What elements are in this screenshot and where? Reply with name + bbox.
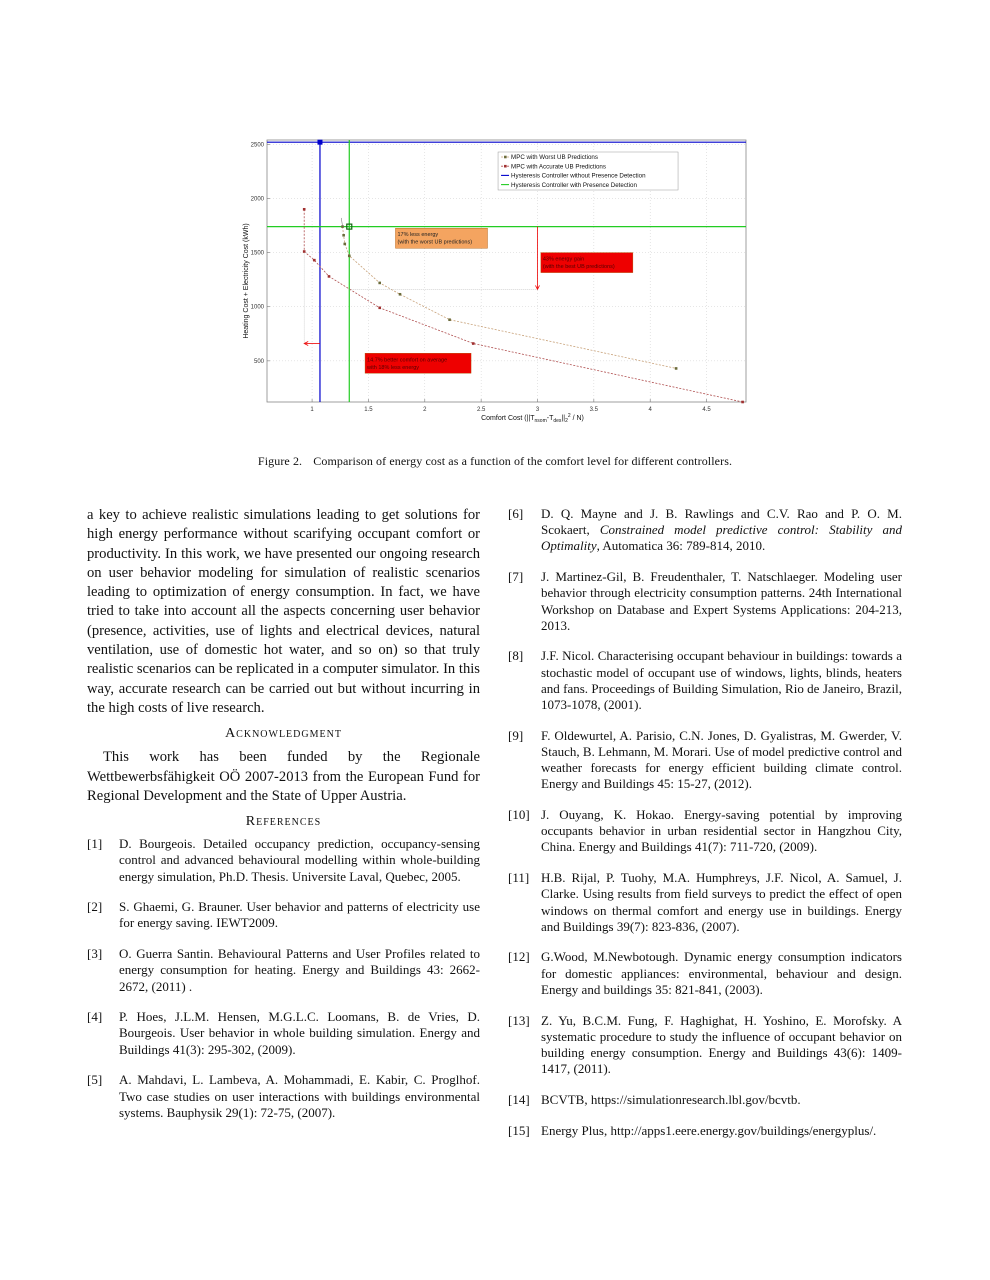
figure-caption-label: Figure 2.: [257, 454, 303, 468]
annotation-better-comfort-text: with 18% less energy: [367, 364, 420, 371]
legend-marker: [504, 165, 507, 168]
x-tick-label: 3: [535, 407, 540, 413]
reference-text-part: , Automatica 36: 789-814, 2010.: [596, 538, 766, 554]
conclusion-paragraph: a key to achieve realistic simulations leading to get solutions for high energy performance without scarifying occupant comfort or productivity. In this work, we have presented our ongoing research on user behavior modeling for simulation of realistic scenarios leading to optimization of energy consumption. In fact, we have tried to take into account all the aspects concerning user behavior (presence, activities, use of lights and electrical devices, natural ventilation, use of domestic hot water, and so on) so that truly realistic scenarios can be replicated in a computer simulator. In this way, accurate research can be carried out but without incurring in the high costs of live research.: [87, 507, 480, 716]
reference-number: [5]: [87, 1072, 103, 1088]
reference-item: [87, 946, 480, 995]
reference-item: [87, 836, 480, 885]
reference-item: [87, 1009, 480, 1058]
reference-item: [508, 569, 902, 634]
y-tick-label: 500: [253, 358, 264, 365]
reference-item: [508, 506, 902, 555]
reference-text: H.B. Rijal, P. Tuohy, M.A. Humphreys, J.F. Nicol, A. Samuel, J. Clarke. Using results from field surveys to predict the effect of open windows on thermal comfort and energy use in buildings. Energy and Buildings 39(7): 823-836, (2007).: [541, 870, 902, 934]
mpc-worst-point: [378, 282, 381, 285]
mpc-accurate-point: [741, 401, 744, 404]
annotation-less-energy-text: 17% less energy: [397, 232, 439, 239]
annotation-less-energy-text: (with the worst UB predictions): [397, 239, 473, 246]
reference-item: [508, 949, 902, 998]
x-tick-label: 4.5: [702, 407, 711, 413]
references-heading: References: [245, 814, 322, 830]
x-axis-label: [481, 413, 584, 424]
mpc-accurate-point: [313, 259, 316, 262]
x-tick-label: 2.5: [476, 407, 486, 413]
reference-number: [15]: [508, 1122, 530, 1138]
annotation-energy-gain-text: (with the best UB predictions): [542, 264, 615, 271]
reference-text: Energy Plus, http://apps1.eere.energy.gov/buildings/energyplus/.: [541, 1122, 877, 1138]
reference-item: [508, 648, 902, 713]
mpc-worst-point: [675, 367, 678, 370]
reference-number: [2]: [87, 899, 103, 915]
reference-number: [13]: [508, 1012, 530, 1028]
reference-text: F. Oldewurtel, A. Parisio, C.N. Jones, D. Gyalistras, M. Gwerder, V. Stauch, B. Lehmann, M. Morari. Use of model predictive control and weather forecasts for energy efficient building climate control. Energy and Buildings 45: 15-27, (2012).: [541, 727, 902, 792]
x-tick-label: 1.5: [364, 407, 373, 413]
reference-text: [541, 506, 902, 555]
x-tick-label: 1: [310, 407, 314, 413]
annotation-energy-gain-text: 43% energy gain: [542, 256, 585, 263]
y-tick-label: 2500: [250, 142, 264, 149]
comfort-energy-chart: [238, 136, 750, 432]
x-tick-label: 4: [648, 407, 652, 413]
acknowledgment-heading: Acknowledgment: [225, 726, 342, 742]
reference-number: [10]: [508, 807, 530, 823]
reference-item: [508, 728, 902, 793]
x-axis-label-part: 2: [565, 418, 568, 424]
mpc-accurate-point: [303, 250, 306, 253]
mpc-worst-point: [343, 243, 346, 246]
reference-number: [4]: [87, 1009, 103, 1025]
x-tick-label: 2: [423, 407, 427, 413]
x-tick-label: 3.5: [589, 407, 599, 413]
reference-number: [7]: [508, 569, 524, 585]
reference-item: [508, 1013, 902, 1078]
reference-number: [9]: [508, 727, 524, 743]
x-axis-label-part: / N): [570, 415, 584, 422]
reference-item: [87, 1072, 480, 1121]
x-axis-label-part: -T: [546, 415, 554, 422]
reference-number: [14]: [508, 1091, 530, 1107]
reference-title-italic: Constrained model predictive control: Stability and Optimality: [541, 522, 902, 554]
mpc-worst-point: [448, 318, 451, 321]
x-axis-label-part: ||: [561, 415, 566, 422]
reference-text: P. Hoes, J.L.M. Hensen, M.G.L.C. Loomans, B. de Vries, D. Bourgeois. User behavior in whole building simulation. Energy and Buildings 41(3): 295-302, (2009).: [119, 1009, 480, 1057]
reference-text: J. Ouyang, K. Hokao. Energy-saving potential by improving occupants behavior in urban residential sector in Hangzhou City, China. Energy and Buildings 41(7): 711-720, (2009).: [541, 807, 902, 855]
x-axis-label-part: nsom: [534, 418, 547, 424]
reference-item: [508, 1092, 902, 1108]
reference-item: [508, 870, 902, 935]
legend-label: MPC with Worst UB Predictions: [511, 154, 598, 162]
y-axis-label: Heating Cost + Electricity Cost (kWh): [243, 223, 250, 339]
y-tick-label: 2000: [250, 196, 264, 203]
reference-number: [8]: [508, 648, 524, 664]
reference-text: J. Martinez-Gil, B. Freudenthaler, T. Natschlaeger. Modeling user behavior through electricity consumption patterns. 24th International Workshop on Database and Expert Systems Applications: 204-213, 2013.: [541, 569, 902, 633]
reference-text: G.Wood, M.Newbotough. Dynamic energy consumption indicators for domestic appliances: environmental, behaviour and design. Energy and buildings 35: 821-841, (2003).: [541, 949, 902, 997]
mpc-accurate-point: [303, 208, 306, 211]
reference-item: [87, 899, 480, 931]
x-axis-label-part: Comfort Cost (||T: [481, 415, 535, 422]
y-tick-label: 1500: [250, 250, 264, 257]
mpc-accurate-point: [472, 342, 475, 345]
annotation-better-comfort-text: 14.7% better comfort on average: [367, 357, 448, 364]
mpc-accurate-point: [328, 275, 331, 278]
figure-2: [238, 136, 750, 432]
figure-caption: [120, 454, 870, 469]
reference-text: BCVTB, https://simulationresearch.lbl.gov/bcvtb.: [541, 1091, 801, 1107]
reference-number: [6]: [508, 506, 524, 521]
reference-item: [508, 807, 902, 856]
reference-text: O. Guerra Santin. Behavioural Patterns and User Profiles related to energy consumption for heating. Energy and Buildings 43: 2662-2672, (2011) .: [119, 946, 480, 994]
reference-text-part: D. Q. Mayne and J. B. Rawlings and C.V. Rao and P. O. M. Scokaert,: [541, 506, 902, 538]
mpc-worst-point: [342, 234, 345, 237]
mpc-accurate-point: [378, 307, 381, 310]
legend-label: Hysteresis Controller without Presence Detection: [511, 172, 646, 180]
y-tick-label: 1000: [250, 304, 264, 311]
reference-text: J.F. Nicol. Characterising occupant behaviour in buildings: towards a stochastic model of occupant use of windows, lights, blinds, heaters and fans. Proceedings of Building Simulation, Rio de Janeiro, Brazil, 1073-1078, (2001).: [541, 648, 902, 713]
reference-text: S. Ghaemi, G. Brauner. User behavior and patterns of electricity use for energy saving. IEWT2009.: [119, 899, 480, 931]
mpc-worst-point: [348, 255, 351, 258]
reference-text: D. Bourgeois. Detailed occupancy prediction, occupancy-sensing control and advanced behavioural modelling within whole-building energy simulation, Ph.D. Thesis. Universite Laval, Quebec, 2005.: [119, 836, 480, 884]
left-column: [87, 506, 480, 1136]
reference-number: [3]: [87, 946, 103, 962]
reference-item: [508, 1123, 902, 1139]
reference-number: [12]: [508, 949, 530, 965]
reference-text: Z. Yu, B.C.M. Fung, F. Haghighat, H. Yoshino, E. Morofsky. A systematic procedure to study the influence of occupant behavior on building energy consumption. Energy and Buildings 43(6): 1409-1417, (2011).: [541, 1012, 902, 1077]
legend-marker: [504, 156, 507, 159]
reference-number: [11]: [508, 870, 530, 886]
reference-number: [1]: [87, 836, 103, 852]
x-axis-label-part: des: [553, 418, 562, 424]
right-column: [508, 506, 902, 1153]
acknowledgment-text: This work has been funded by the Regionale Wettbewerbsfähigkeit OÖ 2007-2013 from the European Fund for Regional Development and the State of Upper Austria.: [87, 749, 480, 804]
legend-label: MPC with Accurate UB Predictions: [511, 163, 606, 171]
mpc-worst-point: [399, 293, 402, 296]
x-axis-label-part: 2: [567, 413, 571, 419]
reference-text: A. Mahdavi, L. Lambeva, A. Mohammadi, E. Kabir, C. Proglhof. Two case studies on user interactions with buildings environmental systems. Bauphysik 29(1): 72-75, (2007).: [119, 1072, 480, 1120]
legend-label: Hysteresis Controller with Presence Detection: [511, 181, 637, 189]
figure-caption-text: Comparison of energy cost as a function of the comfort level for different controllers.: [313, 454, 733, 468]
hysteresis-no-presence-marker: [317, 140, 322, 145]
